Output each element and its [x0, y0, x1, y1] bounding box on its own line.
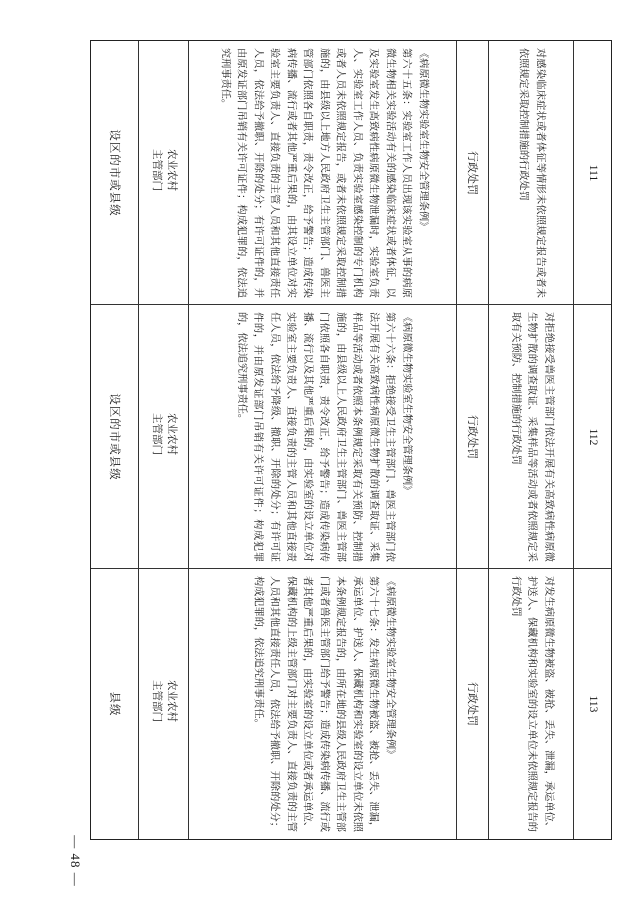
department-cell: [138, 569, 188, 839]
basis-title: 《病原微生物实验室生物安全管理条例》: [400, 311, 412, 495]
violation-cell: [488, 41, 573, 304]
basis-text: 第六十五条：实验室工作人员出现该实验室从事的病原微生物相关实验活动有关的感染临床症状或者体征，以及实验室发生高致病性病原微生物泄漏时，实验室负责人、实验室工作人员、负责实验室感染控制的专门机构或者人员未依照规定报告，或者未依照规定采取控制措施的，由县级以上地方人民政府卫生主管部门、兽医主管部门依照各自职责，责令改正，给予警告；造成传染病传播、流行或者其他严重后果的，由其设立单位对实验室主要负责人、直接负责的主管人员和其他直接责任人员，依法给予撤职、开除的处分；有许可证件的，并由原发证部门吊销有关许可证件；构成犯罪的，依法追究刑事责任。: [218, 47, 412, 298]
violation-cell: [488, 305, 573, 568]
level-cell: [91, 41, 138, 304]
action-type-cell: [456, 569, 488, 839]
violation-text: 对感染临床症状或者体征等情形未依照规定报告或者未依照规定采取控制措施的行政处罚: [518, 47, 546, 298]
row-number: 112: [586, 428, 599, 445]
action-type-text: 行政处罚: [465, 414, 479, 459]
department-cell: [138, 41, 188, 304]
table-row: [91, 569, 611, 839]
basis-title: 《病原微生物实验室生物安全管理条例》: [383, 576, 395, 760]
level-text: 设区的市或县级: [107, 392, 122, 481]
basis-title: 《病原微生物实验室生物安全管理条例》: [416, 47, 428, 231]
page-number-text: — 48 —: [68, 835, 83, 887]
legal-basis-cell: [188, 41, 456, 304]
row-number: 113: [586, 695, 599, 713]
basis-text: 第六十七条：发生病原微生物被盗、被抢、丢失、泄漏，承运单位、护送人、保藏机构和实验室的设立单位未依照本条例规定报告的，由所在地的县级人民政府卫生主管部门或者兽医主管部门给予警告；造成传染病传播、流行或者其他严重后果的，由实验室的设立单位或者承运单位、保藏机构的上级主管部门对主要负责人、直接负责的主管人员和其他直接责任人员，依法给予撤职、开除的处分；构成犯罪的，依法追究刑事责任。: [251, 576, 379, 832]
action-type-cell: [456, 41, 488, 304]
department-text: 农业农村主管部门: [150, 680, 178, 722]
department-text: 农业农村主管部门: [150, 148, 178, 191]
number-cell: [573, 305, 611, 568]
number-cell: [573, 569, 611, 839]
department-text: 农业农村主管部门: [150, 412, 178, 455]
violation-text: 对拒绝接受兽医主管部门依法开展有关高致病性病原微生物扩散的调查取证、采集样品等活动或者依照规定采取有关预防、控制措施的行政处罚: [509, 311, 554, 562]
action-type-cell: [456, 305, 488, 568]
violation-text: 对发生病原微生物被盗、被抢、丢失、泄漏，承运单位、护送人、保藏机构和实验室的设立单位未依照规定报告的行政处罚: [509, 576, 554, 832]
department-cell: [138, 305, 188, 568]
number-cell: [573, 41, 611, 304]
level-text: 设区的市或县级: [107, 128, 122, 217]
penalty-table: [90, 40, 612, 840]
row-number: 111: [586, 164, 599, 181]
level-text: 县级: [107, 691, 122, 717]
page-number: [60, 835, 90, 887]
level-cell: [91, 569, 138, 839]
action-type-text: 行政处罚: [465, 150, 479, 195]
legal-basis-cell: [188, 305, 456, 568]
legal-basis-cell: [188, 569, 456, 839]
basis-text: 第六十六条：拒绝接受卫生主管部门、兽医主管部门依法开展有关高致病性病原微生物扩散的调查取证、采集样品等活动或者依照本条例规定采取有关预防、控制措施的，由县级以上人民政府卫生主管部门、兽医主管部门依照各自职责，责令改正，给予警告；造成传染病传播、流行以及其他严重后果的，由实验室的设立单位对实验室主要负责人、直接负责的主管人员和其他直接责任人员，依法给予降级、撤职、开除的处分；有许可证件的，并由原发证部门吊销有关许可证件；构成犯罪的，依法追究刑事责任。: [235, 311, 395, 562]
action-type-text: 行政处罚: [465, 682, 479, 726]
violation-cell: [488, 569, 573, 839]
table-row: [91, 41, 611, 305]
table-row: [91, 305, 611, 569]
level-cell: [91, 305, 138, 568]
